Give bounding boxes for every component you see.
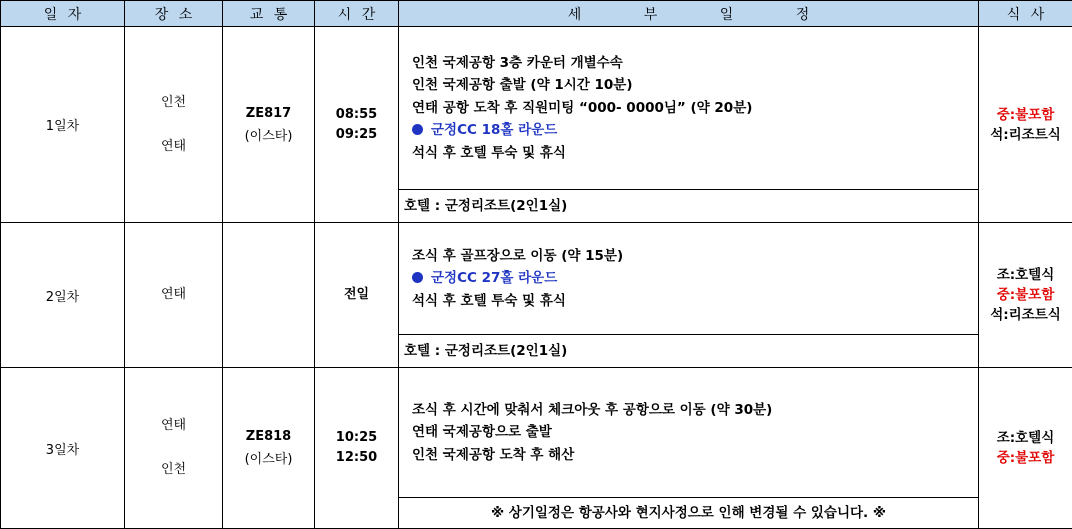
time-value: 전일 — [315, 285, 398, 305]
meal-item: 중:불포함 — [979, 105, 1072, 125]
schedule-lines — [399, 368, 978, 497]
place-name: 연태 — [125, 415, 222, 437]
schedule-line: 연태 공항 도착 후 직원미팅 “000- 0000님” (약 20분) — [412, 97, 978, 120]
time-value: 12:50 — [315, 448, 398, 468]
day-label: 3일차 — [1, 368, 125, 529]
day-label: 1일차 — [1, 27, 125, 223]
header-meal: 식 사 — [979, 1, 1072, 27]
detail-cell — [399, 27, 979, 223]
place-name: 연태 — [125, 284, 222, 306]
meal-item: 조:호텔식 — [979, 428, 1072, 448]
day-row — [1, 27, 1072, 223]
meal-item: 석:리조트식 — [979, 305, 1072, 325]
meal-item: 석:리조트식 — [979, 125, 1072, 145]
time-cell — [315, 27, 399, 223]
bullet-dot-icon — [412, 272, 423, 283]
time-cell — [315, 368, 399, 529]
header-day: 일 자 — [1, 1, 125, 27]
detail-cell — [399, 223, 979, 368]
meal-cell — [979, 223, 1072, 368]
bullet-dot-icon — [412, 124, 423, 135]
carrier-name: (이스타) — [245, 452, 293, 467]
header-transport: 교 통 — [223, 1, 315, 27]
schedule-line: 석식 후 호텔 투숙 및 휴식 — [412, 142, 978, 165]
schedule-line: 조식 후 골프장으로 이동 (약 15분) — [412, 245, 978, 268]
place-name: 인천 — [125, 92, 222, 114]
transport-cell — [223, 223, 315, 368]
schedule-line: 연태 국제공항으로 출발 — [412, 421, 978, 444]
detail-inner — [399, 368, 978, 528]
flight-number: ZE818 — [223, 429, 314, 444]
detail-cell — [399, 368, 979, 529]
detail-inner — [399, 223, 978, 367]
meal-item: 중:불포함 — [979, 285, 1072, 305]
meal-item: 조:호텔식 — [979, 265, 1072, 285]
hotel-info: 호텔 : 군정리조트(2인1실) — [399, 334, 978, 367]
time-value: 10:25 — [315, 428, 398, 448]
detail-inner — [399, 27, 978, 222]
place-cell — [125, 223, 223, 368]
schedule-lines — [399, 27, 978, 189]
transport-cell — [223, 368, 315, 529]
place-cell — [125, 27, 223, 223]
time-value: 08:55 — [315, 105, 398, 125]
flight-number: ZE817 — [223, 106, 314, 121]
hotel-info: 호텔 : 군정리조트(2인1실) — [399, 189, 978, 222]
golf-round-line: 군정CC 18홀 라운드 — [412, 119, 978, 142]
meal-cell — [979, 368, 1072, 529]
schedule-line: 인천 국제공항 3층 카운터 개별수속 — [412, 52, 978, 75]
header-time: 시 간 — [315, 1, 399, 27]
place-name: 연태 — [125, 136, 222, 158]
time-value: 09:25 — [315, 125, 398, 145]
day-row — [1, 368, 1072, 529]
header-place: 장 소 — [125, 1, 223, 27]
carrier-name: (이스타) — [245, 129, 293, 144]
time-cell — [315, 223, 399, 368]
place-name: 인천 — [125, 459, 222, 481]
header-detail: 세 부 일 정 — [399, 1, 979, 27]
header-row — [1, 1, 1072, 27]
schedule-line: 인천 국제공항 도착 후 해산 — [412, 444, 978, 467]
golf-round-line: 군정CC 27홀 라운드 — [412, 267, 978, 290]
day-label: 2일차 — [1, 223, 125, 368]
schedule-notice: ※ 상기일정은 항공사와 현지사정으로 인해 변경될 수 있습니다. ※ — [399, 497, 978, 528]
schedule-line: 조식 후 시간에 맞춰서 체크아웃 후 공항으로 이동 (약 30분) — [412, 399, 978, 422]
schedule-line: 인천 국제공항 출발 (약 1시간 10분) — [412, 74, 978, 97]
transport-cell — [223, 27, 315, 223]
schedule-lines — [399, 223, 978, 334]
place-cell — [125, 368, 223, 529]
day-row — [1, 223, 1072, 368]
schedule-line: 석식 후 호텔 투숙 및 휴식 — [412, 290, 978, 313]
meal-cell — [979, 27, 1072, 223]
meal-item: 중:불포함 — [979, 448, 1072, 468]
